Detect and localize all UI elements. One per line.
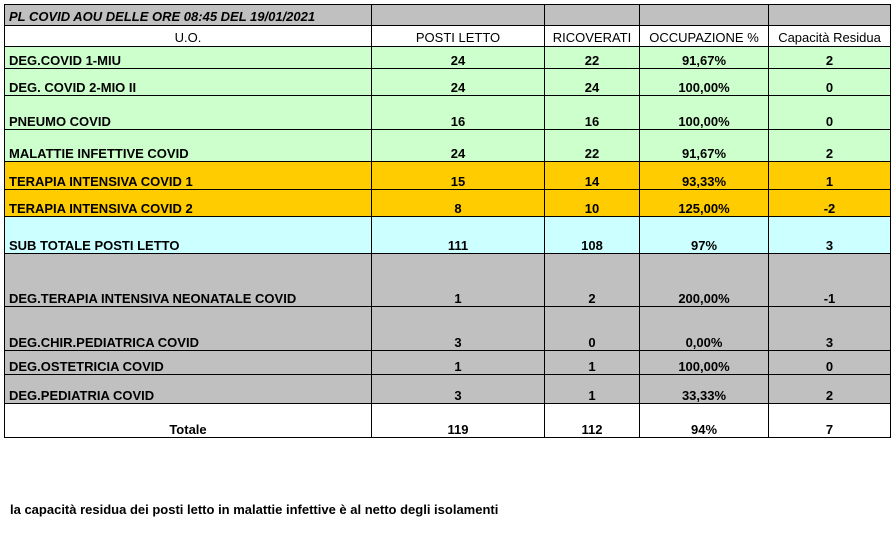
row-ricoverati: 2 bbox=[545, 254, 640, 307]
row-name: MALATTIE INFETTIVE COVID bbox=[5, 130, 372, 162]
header-uo: U.O. bbox=[5, 26, 372, 47]
table-row bbox=[5, 96, 891, 130]
row-ricoverati: 16 bbox=[545, 96, 640, 130]
row-name: DEG.COVID 1-MIU bbox=[5, 47, 372, 69]
row-name: DEG.CHIR.PEDIATRICA COVID bbox=[5, 307, 372, 351]
row-posti: 3 bbox=[372, 307, 545, 351]
row-posti: 24 bbox=[372, 69, 545, 96]
row-posti: 24 bbox=[372, 47, 545, 69]
row-occupazione: 91,67% bbox=[640, 47, 769, 69]
title-empty-cell bbox=[640, 5, 769, 26]
row-posti: 24 bbox=[372, 130, 545, 162]
header-row bbox=[5, 26, 891, 47]
row-residua: 0 bbox=[769, 69, 891, 96]
row-name: DEG.OSTETRICIA COVID bbox=[5, 351, 372, 375]
row-posti: 111 bbox=[372, 217, 545, 254]
row-ricoverati: 108 bbox=[545, 217, 640, 254]
row-occupazione: 93,33% bbox=[640, 162, 769, 190]
title-empty-cell bbox=[769, 5, 891, 26]
footnote: la capacità residua dei posti letto in malattie infettive è al netto degli isolamenti bbox=[10, 502, 499, 517]
row-ricoverati: 10 bbox=[545, 190, 640, 217]
row-residua: 3 bbox=[769, 217, 891, 254]
row-residua: 2 bbox=[769, 130, 891, 162]
row-posti: 1 bbox=[372, 254, 545, 307]
header-capacita-residua: Capacità Residua bbox=[769, 26, 891, 47]
row-ricoverati: 22 bbox=[545, 47, 640, 69]
total-posti: 119 bbox=[372, 404, 545, 438]
row-occupazione: 100,00% bbox=[640, 351, 769, 375]
row-occupazione: 100,00% bbox=[640, 69, 769, 96]
total-row bbox=[5, 404, 891, 438]
row-occupazione: 97% bbox=[640, 217, 769, 254]
table-row bbox=[5, 190, 891, 217]
table-row bbox=[5, 375, 891, 404]
covid-beds-table bbox=[4, 4, 891, 438]
table-row bbox=[5, 254, 891, 307]
table-row bbox=[5, 307, 891, 351]
table-row bbox=[5, 217, 891, 254]
total-label: Totale bbox=[5, 404, 372, 438]
row-posti: 1 bbox=[372, 351, 545, 375]
row-occupazione: 100,00% bbox=[640, 96, 769, 130]
row-residua: 0 bbox=[769, 351, 891, 375]
header-posti-letto: POSTI LETTO bbox=[372, 26, 545, 47]
total-occupazione: 94% bbox=[640, 404, 769, 438]
row-residua: 3 bbox=[769, 307, 891, 351]
row-residua: 2 bbox=[769, 47, 891, 69]
row-name: DEG. COVID 2-MIO II bbox=[5, 69, 372, 96]
row-ricoverati: 14 bbox=[545, 162, 640, 190]
row-occupazione: 33,33% bbox=[640, 375, 769, 404]
row-ricoverati: 22 bbox=[545, 130, 640, 162]
title-row bbox=[5, 5, 891, 26]
table-row bbox=[5, 130, 891, 162]
row-posti: 16 bbox=[372, 96, 545, 130]
table-row bbox=[5, 47, 891, 69]
row-posti: 15 bbox=[372, 162, 545, 190]
row-occupazione: 125,00% bbox=[640, 190, 769, 217]
row-posti: 3 bbox=[372, 375, 545, 404]
total-residua: 7 bbox=[769, 404, 891, 438]
row-occupazione: 0,00% bbox=[640, 307, 769, 351]
table-row bbox=[5, 162, 891, 190]
row-ricoverati: 1 bbox=[545, 351, 640, 375]
row-name: TERAPIA INTENSIVA COVID 1 bbox=[5, 162, 372, 190]
row-name: TERAPIA INTENSIVA COVID 2 bbox=[5, 190, 372, 217]
row-residua: 0 bbox=[769, 96, 891, 130]
title-empty-cell bbox=[545, 5, 640, 26]
row-occupazione: 200,00% bbox=[640, 254, 769, 307]
row-residua: -1 bbox=[769, 254, 891, 307]
table-title: PL COVID AOU DELLE ORE 08:45 DEL 19/01/2021 bbox=[5, 5, 372, 26]
table-row bbox=[5, 69, 891, 96]
row-name: DEG.TERAPIA INTENSIVA NEONATALE COVID bbox=[5, 254, 372, 307]
row-residua: -2 bbox=[769, 190, 891, 217]
row-ricoverati: 0 bbox=[545, 307, 640, 351]
title-empty-cell bbox=[372, 5, 545, 26]
row-name: DEG.PEDIATRIA COVID bbox=[5, 375, 372, 404]
header-ricoverati: RICOVERATI bbox=[545, 26, 640, 47]
row-residua: 2 bbox=[769, 375, 891, 404]
total-ricoverati: 112 bbox=[545, 404, 640, 438]
row-name: SUB TOTALE POSTI LETTO bbox=[5, 217, 372, 254]
row-ricoverati: 24 bbox=[545, 69, 640, 96]
row-residua: 1 bbox=[769, 162, 891, 190]
row-ricoverati: 1 bbox=[545, 375, 640, 404]
table-row bbox=[5, 351, 891, 375]
row-occupazione: 91,67% bbox=[640, 130, 769, 162]
row-name: PNEUMO COVID bbox=[5, 96, 372, 130]
row-posti: 8 bbox=[372, 190, 545, 217]
header-occupazione: OCCUPAZIONE % bbox=[640, 26, 769, 47]
